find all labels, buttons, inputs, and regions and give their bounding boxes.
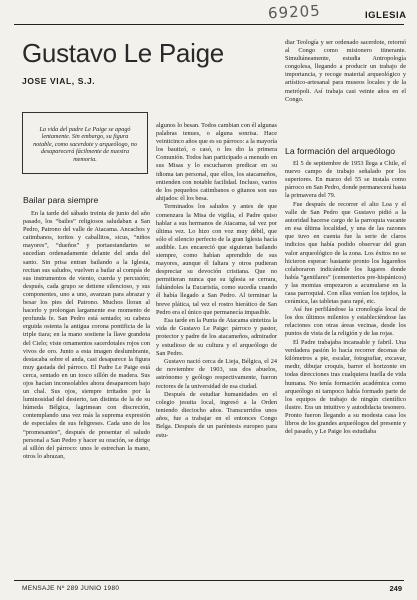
paragraph: algunos lo besan. Todos cambian con él algunas palabras tenues, o alguna sonrisa. Hace veinticinco años que es su párroco: a la mayoría los bautizó, o casó, o les dio la primera Comunión. Todos han participado a menudo en sus Misas y lo escucharon predicar en su idioma tan personal, que ellos, los atacameños, entienden con notable facilidad. Incluso, varios de los pequeños catimbanos o gitanos son sus ahijados: él los besa. xyxy=(156,122,277,202)
subheading-bailar: Bailar para siempre xyxy=(23,195,99,205)
intro-box xyxy=(22,112,148,174)
column-1 xyxy=(23,210,150,461)
paragraph: El Padre trabajaba incansable y fabril. Una verdadera pasión lo hacía recorrer decenas de kilómetros a pie, escalar, fotografiar, excavar, medir, dibujar croquis, barrer el horizonte en todas direcciones tras cualquiera huella de vida humana. No tenía formación académica como arqueólogo ni tampoco había formado parte de los equipos de trabajo de ningún científico ilustre. Era un intuitivo y autodidacta tesonero. Pronto fueron llegando a su modesta casa los libros de los grandes arqueólogos del presente y del pasado, y Le Paige los estudiaba xyxy=(285,339,406,436)
column-2 xyxy=(156,122,277,440)
paragraph: Después de estudiar humanidades en el colegio jesuita local, ingresó a la Orden teniendo dieciocho años. Transcurridos unos años, fue a trabajar en el entonces Congo Belga. Después de un paréntesis europeo para estu- xyxy=(156,391,277,439)
publication-footer: MENSAJE Nº 289 JUNIO 1980 xyxy=(22,585,120,592)
bottom-rule xyxy=(14,580,404,581)
paragraph: Fue después de recorrer el alto Loa y el valle de San Pedro que Gustavo pidió a la autoridad hacerse cargo de la parroquia vacante en esa última localidad, y una de las razones que tuvo en cuenta fue la serie de claros indicios que había podido observar del gran valor arqueológico de la zona. Los éxitos no se hicieron esperar: bastante pronto los lugareños colaboraron indicándole los lugares donde había “gentilares” (cementerios pre-hispánicos) y las momias empezaron a acumularse en la casa parroquial. Con ellas venían los tejidos, la cerámica, las tabletas para rapé, etc. xyxy=(285,200,406,306)
paragraph: Terminados los saludos y antes de que comenzara la Misa de vigilia, el Padre quiso hablar a sus hermanos de Atacama, tal vez por última vez. Lo hizo con voz muy débil, que sólo el silencio perfecto de la gran Iglesia hacía audible. Les encareció que siguieran bailando siempre, como habían aprendido de sus mayores, aunque él faltara y otros pudieran despreciar su devoción cristiana. Que no permitieran nunca que su iglesia se cerrara, faltándoles la Eucaristía, como sucedía cuando él había llegado a San Pedro. Al terminar la breve plática, tal vez el rostro hierático de San Pedro era el único que permanecía impasible. xyxy=(156,203,277,316)
paragraph: diar Teología y ser ordenado sacerdote, retornó al Congo como misionero itinerante. Simultáneamente, estudia Antropología congolesa, llegando a producir un trabajo de importancia, y recoge material arqueológico y artístico-artesanal para museos locales y de la metrópoli. Así trabaja casi veinte años en el Congo. xyxy=(285,39,406,103)
paragraph: Así fue perfilándose la cronología local de los dos últimos milenios y estableciéndose las relaciones con otras áreas vecinas, desde los puntos de vista de la religión y de las rojas. xyxy=(285,306,406,338)
intro-text: La vida del padre Le Paige se apagó lentamente. Sin embargo, su figura notable, como sacerdote y arqueólogo, no desaparecerá fácilmente de nuestra memoria. xyxy=(33,126,137,163)
page-number: 249 xyxy=(389,584,402,593)
paragraph: Esa tarde en la Punta de Atacama sintetiza la vida de Gustavo Le Paige: párroco y pastor, protector y padre de los atacameños, admirador y estudioso de su cultura y el arqueólogo de San Pedro. xyxy=(156,317,277,357)
subheading-formacion: La formación del arqueólogo xyxy=(285,146,396,156)
paragraph: El 5 de septiembre de 1953 llega a Chile, el nuevo campo de trabajo señalado por los superiores. En marzo del 55 se instala como párroco en San Pedro, donde permanecerá hasta la primavera del 79. xyxy=(285,160,406,200)
top-rule xyxy=(14,24,404,25)
article-author: JOSE VIAL, S.J. xyxy=(22,76,96,86)
article-title: Gustavo Le Paige xyxy=(22,38,224,68)
column-3-top xyxy=(285,39,406,104)
column-3-bottom xyxy=(285,160,406,436)
handwritten-archive-number: 69205 xyxy=(267,1,322,23)
paragraph: Gustavo nació cerca de Lieja, Bélgica, el 24 de noviembre de 1903, sus dos abuelos, astrónomo y geólogo respectivamente, fueron rectores de la universidad de esa ciudad. xyxy=(156,358,277,390)
section-label: IGLESIA xyxy=(365,10,407,21)
paragraph: En la tarde del sábado treinta de junio del año pasado, los “bailes” religiosos saludaban a San Pedro, Patrono del valle de Atacama. Ancachos y catimbanos, toritos y caballitos, sicus, “niños mayores”, “dueños” y portaestandartes se sucedían ordenadamente delante del anda del santo. Sin prisa entran bailando a la Iglesia, recitan sus saludos, vuelven a bailar al compás de sus instrumentos de viento, cuerda y percusión; después, cada grupo se detiene silencioso, y sus componentes, uno a uno, avanzan para abrazar y besar los pies del Patrono. Muchos lloran al hacerlo y prolongan largamente ese momento de profunda fe. San Pedro está sentado; su cabeza erguida ostenta la antigua corona pontificia de la triple tiara; en la mano sostiene la llave grandota del Cielo; viste ornamentos sacerdotales rojos con vivos de oro. Junto a esta imagen deslumbrante, destacaba sobre el anda, casi desaparece la figura muy gastada del párroco. El Padre Le Paige está cerca, sentado en un tosco sillón de madera. Sus ojos hacían inconsolables ahora desaparecen bajo un chal. Sus ojos, siempre irritados por la luminosidad del desierto, tan distinta de la de su húmeda Bélgica, lagrimean con discreción, contemplando una vez más la suprema expresión de especiales de sus feligreses. Cada uno de los “promesantes”, después de presentar el saludo personal a San Pedro y hacer su oración, se dirige al sillón del párroco: unos le estrechan la mano, otros lo abrazan, xyxy=(23,210,150,460)
